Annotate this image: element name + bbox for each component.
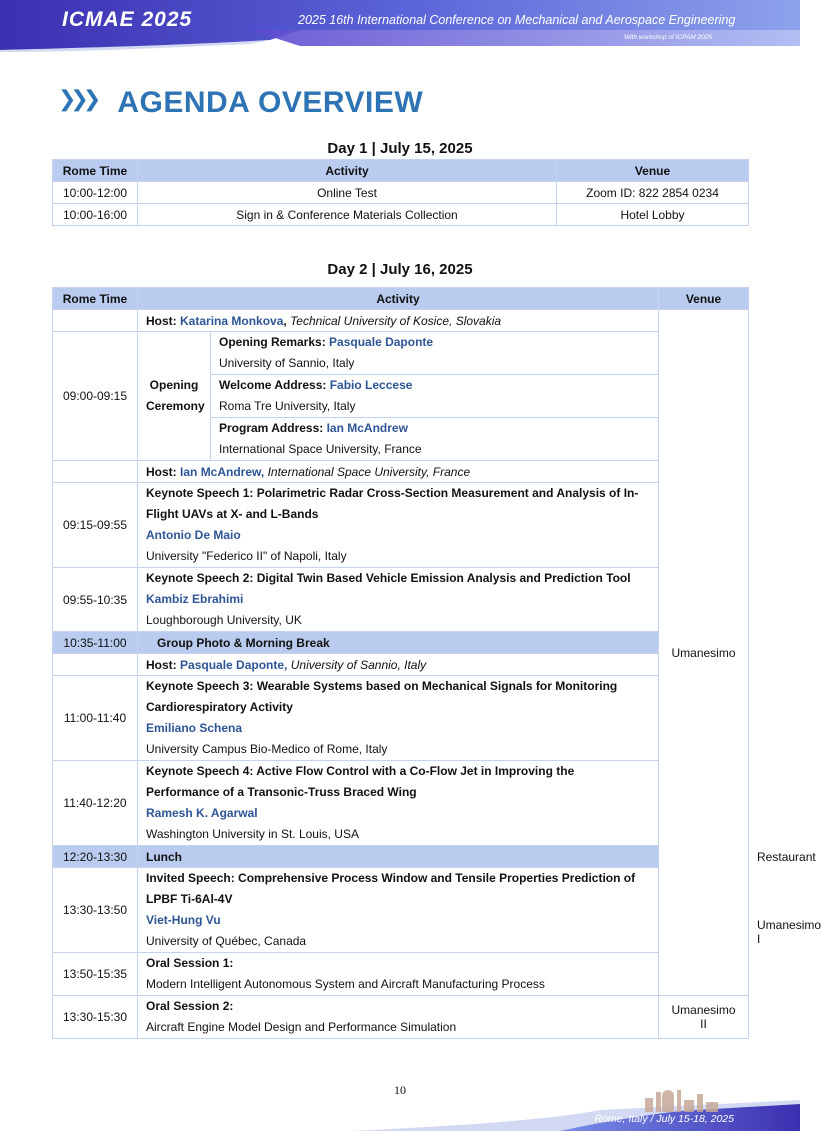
time-cell: 12:20-13:30 <box>53 846 138 868</box>
table-header-row <box>53 288 749 310</box>
table-row <box>53 996 749 1039</box>
speaker-name: Kambiz Ebrahimi <box>146 592 244 606</box>
time-cell: 10:35-11:00 <box>53 632 138 654</box>
activity-cell: Sign in & Conference Materials Collection <box>138 204 557 226</box>
table-row <box>53 204 749 226</box>
speaker-name: Antonio De Maio <box>146 528 241 542</box>
host-name: Ian McAndrew, <box>180 464 265 479</box>
table-row <box>53 332 749 375</box>
time-cell: 13:50-15:35 <box>53 953 138 996</box>
time-cell: 09:00-09:15 <box>53 332 138 461</box>
host-affiliation: Technical University of Kosice, Slovakia <box>290 313 502 328</box>
venue-cell: Zoom ID: 822 2854 0234 <box>557 182 749 204</box>
host-row <box>53 654 749 676</box>
break-cell: Group Photo & Morning Break <box>138 632 659 654</box>
table-header-row <box>53 160 749 182</box>
table-row <box>53 953 749 996</box>
lunch-cell: Lunch <box>138 846 659 868</box>
time-cell: 13:30-15:30 <box>53 996 138 1039</box>
table-row: 13:30-13:50 Invited Speech: Comprehensive Process Window and Tensile Properties Prediction of LPBF Ti-6Al-4V Viet-Hung Vu University of Québec, Canada Umanesimo I <box>53 868 749 953</box>
host-cell: Host: Katarina Monkova, Technical University of Kosice, Slovakia <box>138 310 659 332</box>
host-row <box>53 461 749 483</box>
col-activity-header: Activity <box>138 160 557 182</box>
table-row <box>53 761 749 846</box>
host-cell: Host: Pasquale Daponte, University of Sannio, Italy <box>138 654 659 676</box>
section-title: AGENDA OVERVIEW <box>117 86 424 119</box>
time-cell: 10:00-12:00 <box>53 182 138 204</box>
table-row <box>53 676 749 761</box>
table-row <box>53 483 749 568</box>
speaker-name: Emiliano Schena <box>146 721 243 735</box>
lunch-row: 12:20-13:30 Lunch Restaurant <box>53 846 749 868</box>
day1-title: Day 1 | July 15, 2025 <box>327 140 473 157</box>
venue-cell: Umanesimo <box>659 310 749 996</box>
keynote-cell: Keynote Speech 4: Active Flow Control with a Co-Flow Jet in Improving the Performance of a Transonic-Truss Braced Wing Ramesh K. Agarwal Washington University in St. Louis, USA <box>138 761 659 846</box>
double-chevron-icon: ❯❯❯ <box>58 86 96 111</box>
section-heading <box>58 86 423 120</box>
keynote-cell: Keynote Speech 2: Digital Twin Based Vehicle Emission Analysis and Prediction Tool Kambiz Ebrahimi Loughborough University, UK <box>138 568 659 632</box>
col-venue-header: Venue <box>557 160 749 182</box>
oral-session-cell: Oral Session 1: Modern Intelligent Autonomous System and Aircraft Manufacturing Process <box>138 953 659 996</box>
host-affiliation: International Space University, France <box>267 464 471 479</box>
venue-cell: Hotel Lobby <box>557 204 749 226</box>
day2-title: Day 2 | July 16, 2025 <box>327 261 473 278</box>
day1-table <box>52 159 749 226</box>
speaker-name: Ramesh K. Agarwal <box>146 806 258 820</box>
speaker-name: Fabio Leccese <box>329 378 413 392</box>
col-time-header: Rome Time <box>53 288 138 310</box>
keynote-cell: Keynote Speech 3: Wearable Systems based on Mechanical Signals for Monitoring Cardiorespiratory Activity Emiliano Schena University Campus Bio-Medico of Rome, Italy <box>138 676 659 761</box>
time-cell: 13:30-13:50 <box>53 868 138 953</box>
opening-item: Program Address: Ian McAndrew International Space University, France <box>211 418 659 461</box>
time-cell: 09:55-10:35 <box>53 568 138 632</box>
speaker-name: Ian McAndrew <box>326 421 408 435</box>
conference-logo: ICMAE 2025 <box>62 8 193 31</box>
col-venue-header: Venue <box>659 288 749 310</box>
host-affiliation: University of Sannio, Italy <box>290 657 427 672</box>
time-cell: 10:00-16:00 <box>53 204 138 226</box>
speaker-name: Pasquale Daponte <box>329 335 434 349</box>
opening-item: Welcome Address: Fabio Leccese Roma Tre University, Italy <box>211 375 659 418</box>
time-cell: 11:40-12:20 <box>53 761 138 846</box>
table-row <box>53 182 749 204</box>
invited-cell: Invited Speech: Comprehensive Process Window and Tensile Properties Prediction of LPBF Ti-6Al-4V Viet-Hung Vu University of Québec, Canada <box>138 868 659 953</box>
opening-ceremony-label: Opening Ceremony <box>138 332 211 461</box>
col-time-header: Rome Time <box>53 160 138 182</box>
host-row <box>53 310 749 332</box>
time-cell: 09:15-09:55 <box>53 483 138 568</box>
host-name: Katarina Monkova <box>180 313 284 328</box>
activity-cell: Online Test <box>138 182 557 204</box>
host-cell: Host: Ian McAndrew, International Space University, France <box>138 461 659 483</box>
page-number: 10 <box>394 1083 406 1097</box>
table-row <box>53 568 749 632</box>
col-activity-header: Activity <box>138 288 659 310</box>
break-row <box>53 632 749 654</box>
oral-session-cell: Oral Session 2: Aircraft Engine Model Design and Performance Simulation <box>138 996 659 1039</box>
header-banner <box>0 0 800 52</box>
keynote-cell: Keynote Speech 1: Polarimetric Radar Cross-Section Measurement and Analysis of In- Flight UAVs at X- and L-Bands Antonio De Maio University "Federico II" of Napoli, Italy <box>138 483 659 568</box>
time-cell: 11:00-11:40 <box>53 676 138 761</box>
footer-location: Rome, Italy / July 15-18, 2025 <box>594 1113 734 1125</box>
venue-cell: Umanesimo II <box>659 996 749 1039</box>
host-name: Pasquale Daponte, <box>180 657 288 672</box>
workshop-subtitle: With workshop of ICPAM 2025 <box>624 34 712 41</box>
day2-table <box>52 287 821 1039</box>
opening-item: Opening Remarks: Pasquale Daponte University of Sannio, Italy <box>211 332 659 375</box>
conference-title: 2025 16th International Conference on Mechanical and Aerospace Engineering <box>298 13 736 27</box>
speaker-name: Viet-Hung Vu <box>146 913 221 927</box>
